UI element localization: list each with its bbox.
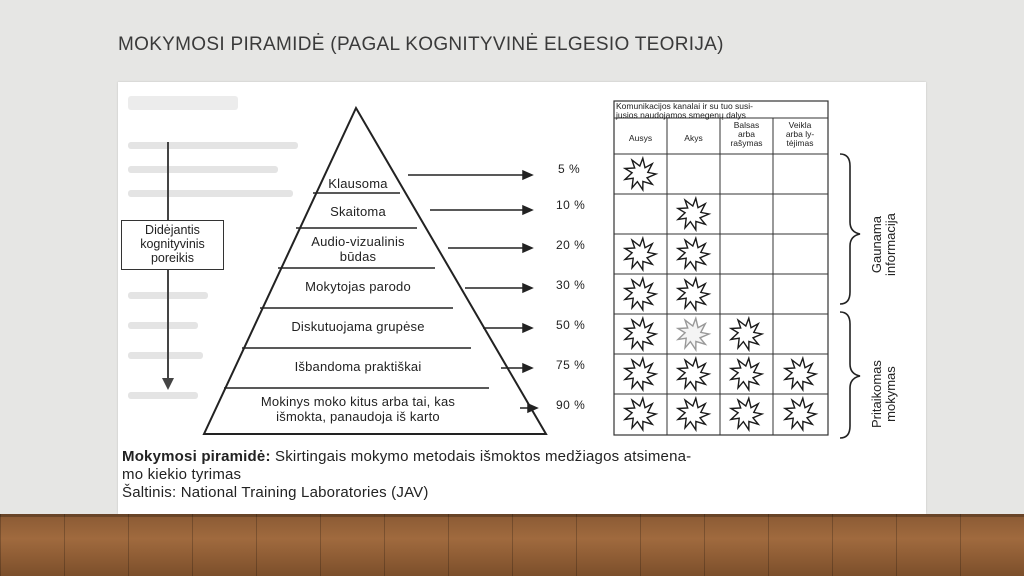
grid-header	[616, 102, 828, 120]
scanned-figure	[118, 82, 926, 514]
caption-line-2: mo kiekio tyrimas	[122, 466, 242, 483]
grid-col-line: Veikla	[788, 120, 812, 130]
pyramid-level-5: Diskutuojama grupėse	[291, 319, 425, 334]
figure-caption	[122, 448, 922, 502]
grid-col-line: Akys	[684, 133, 703, 143]
channel-grid	[613, 100, 831, 438]
grid-col-balsas	[720, 121, 773, 148]
caption-line-3: Šaltinis: National Training Laboratories (JAV)	[122, 484, 429, 501]
grid-col-veikla	[773, 121, 827, 148]
pyramid-level-7-line: Mokinys moko kitus arba tai, kas	[260, 394, 456, 409]
starburst-mark	[625, 398, 656, 430]
percent-6: 75 %	[556, 358, 586, 372]
starburst-mark	[625, 318, 656, 350]
grid-col-line: Ausys	[628, 133, 653, 143]
slide-title: MOKYMOSI PIRAMIDĖ (PAGAL KOGNITYVINĖ ELGESIO TEORIJA)	[118, 34, 724, 55]
starburst-mark	[678, 238, 709, 270]
pyramid-level-6: Išbandoma praktiškai	[294, 359, 422, 374]
pyramid-level-1: Klausoma	[328, 176, 388, 191]
grid-col-line: rašymas	[730, 138, 763, 148]
pyramid-level-3-line: Audio-vizualinis	[311, 234, 405, 249]
starburst-mark	[785, 358, 816, 390]
grid-header-line: Komunikacijos kanalai ir su tuo susi-	[616, 101, 754, 111]
starburst-mark	[678, 278, 709, 310]
caption-bold: Mokymosi piramidė:	[122, 448, 271, 465]
pyramid-level-4: Mokytojas parodo	[305, 279, 411, 294]
side-box-line: Didėjantis	[145, 223, 200, 237]
grid-col-akys	[667, 134, 720, 143]
percent-2: 10 %	[556, 198, 586, 212]
starburst-mark	[678, 358, 709, 390]
starburst-mark	[731, 398, 762, 430]
brace-label-line: mokymas	[883, 366, 898, 422]
percent-5: 50 %	[556, 318, 586, 332]
brace-label-line: informacija	[883, 213, 898, 276]
pyramid-level-2: Skaitoma	[330, 204, 386, 219]
pyramid-level-7-line: išmokta, panaudoja iš karto	[276, 409, 440, 424]
percent-3: 20 %	[556, 238, 586, 252]
percent-1: 5 %	[558, 162, 581, 176]
braces	[836, 152, 866, 442]
starburst-mark	[731, 318, 762, 350]
starburst-mark	[625, 158, 656, 190]
grid-col-line: tėjimas	[786, 138, 814, 148]
wooden-floor	[0, 514, 1024, 576]
brace-label-lower	[870, 360, 898, 428]
grid-col-line: arba ly-	[785, 129, 815, 139]
caption-rest: Skirtingais mokymo metodais išmoktos medžiagos atsimena-	[270, 448, 692, 465]
grid-col-ausys	[614, 134, 667, 143]
brace-label-line: Gaunama	[869, 216, 884, 274]
pyramid-level-3-line: būdas	[339, 249, 377, 264]
starburst-mark	[785, 398, 816, 430]
starburst-mark	[731, 358, 762, 390]
grid-header-line: jusios naudojamos smegenų dalys	[616, 110, 746, 120]
starburst-mark	[625, 238, 656, 270]
brace-label-upper	[870, 213, 898, 276]
starburst-mark	[678, 398, 709, 430]
grid-col-line: Balsas	[733, 120, 760, 130]
starburst-mark	[625, 278, 656, 310]
percent-7: 90 %	[556, 398, 586, 412]
brace-label-line: Pritaikomas	[869, 360, 884, 428]
starburst-mark	[678, 198, 709, 230]
side-box-line: poreikis	[150, 251, 195, 265]
grid-col-line: arba	[737, 129, 755, 139]
starburst-mark	[678, 318, 709, 350]
starburst-mark	[625, 358, 656, 390]
caption-line-1	[122, 448, 922, 466]
percent-4: 30 %	[556, 278, 586, 292]
side-box-line: kognityvinis	[140, 237, 205, 251]
